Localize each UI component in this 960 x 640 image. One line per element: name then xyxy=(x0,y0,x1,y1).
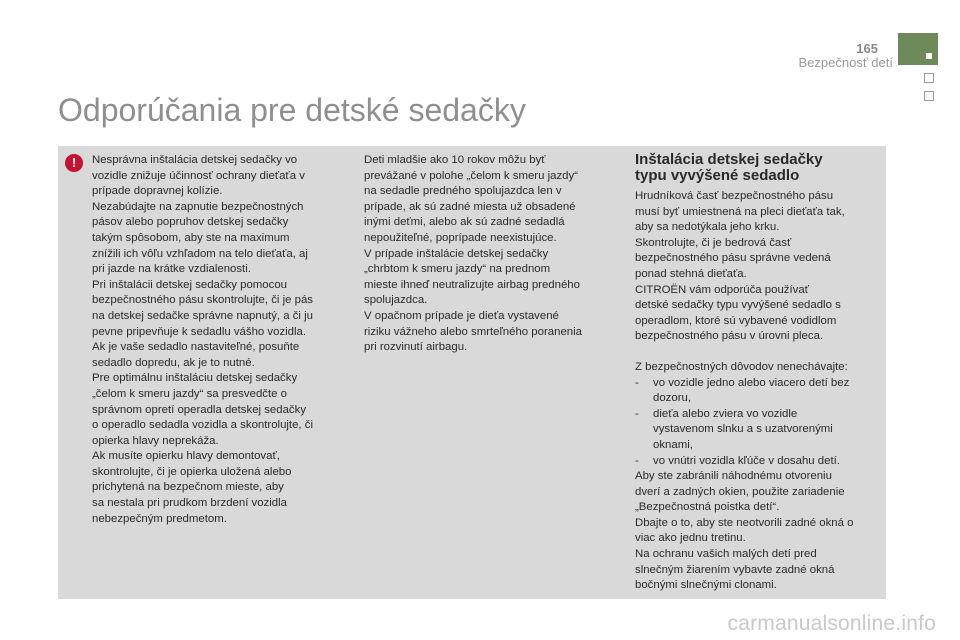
text-line: viac ako jednu tretinu. xyxy=(635,532,746,545)
text-line: sa nestala pri prudkom brzdení vozidla xyxy=(92,497,288,510)
text-line: Dbajte o to, aby ste neotvorili zadné okná o xyxy=(635,516,854,529)
text-line: pevne pripevňuje k sedadlu vášho vozidla. xyxy=(92,325,307,338)
warning-icon: ! xyxy=(65,154,83,172)
text-line: prípade, ak sú zadné miesta už obsadené xyxy=(364,200,576,213)
column-warning-text xyxy=(92,153,347,527)
text-line: „čelom k smeru jazdy“ sa presvedčte o xyxy=(92,387,287,400)
text-line: V prípade inštalácie detskej sedačky xyxy=(364,247,549,260)
page-title: Odporúčania pre detské sedačky xyxy=(58,92,526,128)
text-line: takým spôsobom, aby ste na maximum xyxy=(92,231,290,244)
safety-intro: Z bezpečnostných dôvodov nenechávajte: xyxy=(635,360,848,373)
text-line: Deti mladšie ako 10 rokov môžu byť xyxy=(364,154,546,166)
text-line: „chrbtom k smeru jazdy“ na prednom xyxy=(364,263,551,276)
dash-bullet: - xyxy=(635,376,639,389)
text-line: V opačnom prípade je dieťa vystavené xyxy=(364,309,559,322)
text-line: sedadlo dopredu, ak je to nutné. xyxy=(92,356,255,369)
text-line: na detskej sedačke správne napnutý, a či ju xyxy=(92,309,313,322)
text-line: vo vozidle jedno alebo viacero detí bez xyxy=(653,376,850,389)
text-line: bezpečnostného pásu v úrovni pleca. xyxy=(635,330,824,343)
text-line: Skontrolujte, či je bedrová časť xyxy=(635,236,792,249)
text-line: musí byť umiestnená na pleci dieťaťa tak, xyxy=(635,205,845,218)
text-line: Aby ste zabránili náhodnému otvoreniu xyxy=(635,470,832,483)
text-line: vystavenom slnku a s uzatvorenými xyxy=(653,423,833,436)
booster-heading-line-2: typu vyvýšené sedadlo xyxy=(635,167,800,184)
text-line: Ak je vaše sedadlo nastaviteľné, posuňte xyxy=(92,341,300,354)
text-line: dieťa alebo zviera vo vozidle xyxy=(653,407,798,420)
text-line: prípade dopravnej kolízie. xyxy=(92,185,223,198)
text-line: CITROËN vám odporúča používať xyxy=(635,283,809,296)
child-lock-paragraph xyxy=(635,469,877,594)
text-line: nebezpečným predmetom. xyxy=(92,512,227,525)
text-line: Nezabúdajte na zapnutie bezpečnostných xyxy=(92,200,304,213)
dash-bullet: - xyxy=(635,407,639,420)
text-line: Pre optimálnu inštaláciu detskej sedačky xyxy=(92,372,298,385)
text-line: správnom opretí operadla detskej sedačky xyxy=(92,403,307,416)
text-line: dozoru, xyxy=(653,392,691,405)
text-line: „Bezpečnostná poistka detí“. xyxy=(635,501,780,514)
text-line: Na ochranu vašich malých detí pred xyxy=(635,548,817,561)
column-booster-seat xyxy=(635,152,877,594)
text-line: operadlom, ktoré sú vybavené vodidlom xyxy=(635,314,837,327)
text-line: oknami, xyxy=(653,438,693,451)
column-airbag-text xyxy=(364,153,610,356)
text-line: pásov alebo popruhov detskej sedačky xyxy=(92,216,289,229)
text-line: pri jazde na krátke vzdialenosti. xyxy=(92,263,251,276)
text-line: bočnými slnečnými clonami. xyxy=(635,579,777,592)
text-line: skontrolujte, či je opierka uložená alebo xyxy=(92,465,292,478)
chapter-tab[interactable] xyxy=(924,73,934,83)
list-item-text xyxy=(653,407,833,454)
dash-bullet: - xyxy=(635,454,639,467)
text-line: Nesprávna inštalácia detskej sedačky vo xyxy=(92,154,298,166)
list-item xyxy=(635,454,877,470)
list-item-text xyxy=(653,376,849,407)
watermark: carmanualsonline.info xyxy=(727,612,936,635)
text-line: riziku vážneho alebo smrteľného poranenia xyxy=(364,325,582,338)
text-line: slnečným žiarením vybavte zadné okná xyxy=(635,563,835,576)
text-line: na sedadle predného spolujazdca len v xyxy=(364,185,562,198)
text-line: Ak musíte opierku hlavy demontovať, xyxy=(92,450,280,463)
text-line: ponad stehná dieťaťa. xyxy=(635,267,747,280)
booster-paragraph xyxy=(635,189,877,345)
text-line: vozidle znižuje účinnosť ochrany dieťaťa v xyxy=(92,169,305,182)
list-item xyxy=(635,376,877,407)
text-line: bezpečnostného pásu správne vedená xyxy=(635,252,831,265)
section-title: Bezpečnosť detí xyxy=(798,55,893,70)
chapter-tab[interactable] xyxy=(924,91,934,101)
text-line: aby sa nedotýkala jeho krku. xyxy=(635,221,780,234)
text-line: pri rozvinutí airbagu. xyxy=(364,341,468,354)
list-item-text xyxy=(653,454,840,470)
text-line: spolujazdca. xyxy=(364,294,428,307)
text-line: inými deťmi, alebo ak sú zadné sedadlá xyxy=(364,216,565,229)
text-line: prevážané v polohe „čelom k smeru jazdy“ xyxy=(364,169,578,182)
booster-heading xyxy=(635,152,877,184)
page-number: 165 xyxy=(856,41,878,56)
text-line: detské sedačky typu vyvýšené sedadlo s xyxy=(635,299,841,312)
text-line: vo vnútri vozidla kľúče v dosahu detí. xyxy=(653,454,840,467)
text-line: bezpečnostného pásu skontrolujte, či je pás xyxy=(92,294,313,307)
booster-heading-line-1: Inštalácia detskej sedačky xyxy=(635,151,823,168)
text-line: o operadlo sedadla vozidla a skontrolujte, či xyxy=(92,419,313,432)
text-line: Pri inštalácii detskej sedačky pomocou xyxy=(92,278,287,291)
text-line: znížili ich vôľu vzhľadom na telo dieťaťa, aj xyxy=(92,247,308,260)
list-item xyxy=(635,407,877,454)
safety-list xyxy=(635,376,877,470)
text-line: prichytená na bezpečnom mieste, aby xyxy=(92,481,284,494)
text-line: opierka hlavy neprekáža. xyxy=(92,434,219,447)
text-line: nepoužiteľné, poprípade neexistujúce. xyxy=(364,231,557,244)
text-line: Hrudníková časť bezpečnostného pásu xyxy=(635,190,834,202)
text-line: mieste ihneď neutralizujte airbag predného xyxy=(364,278,580,291)
chapter-tab-marker xyxy=(926,53,932,59)
text-line: dverí a zadných okien, použite zariadenie xyxy=(635,485,845,498)
chapter-tab-active[interactable] xyxy=(898,33,938,65)
